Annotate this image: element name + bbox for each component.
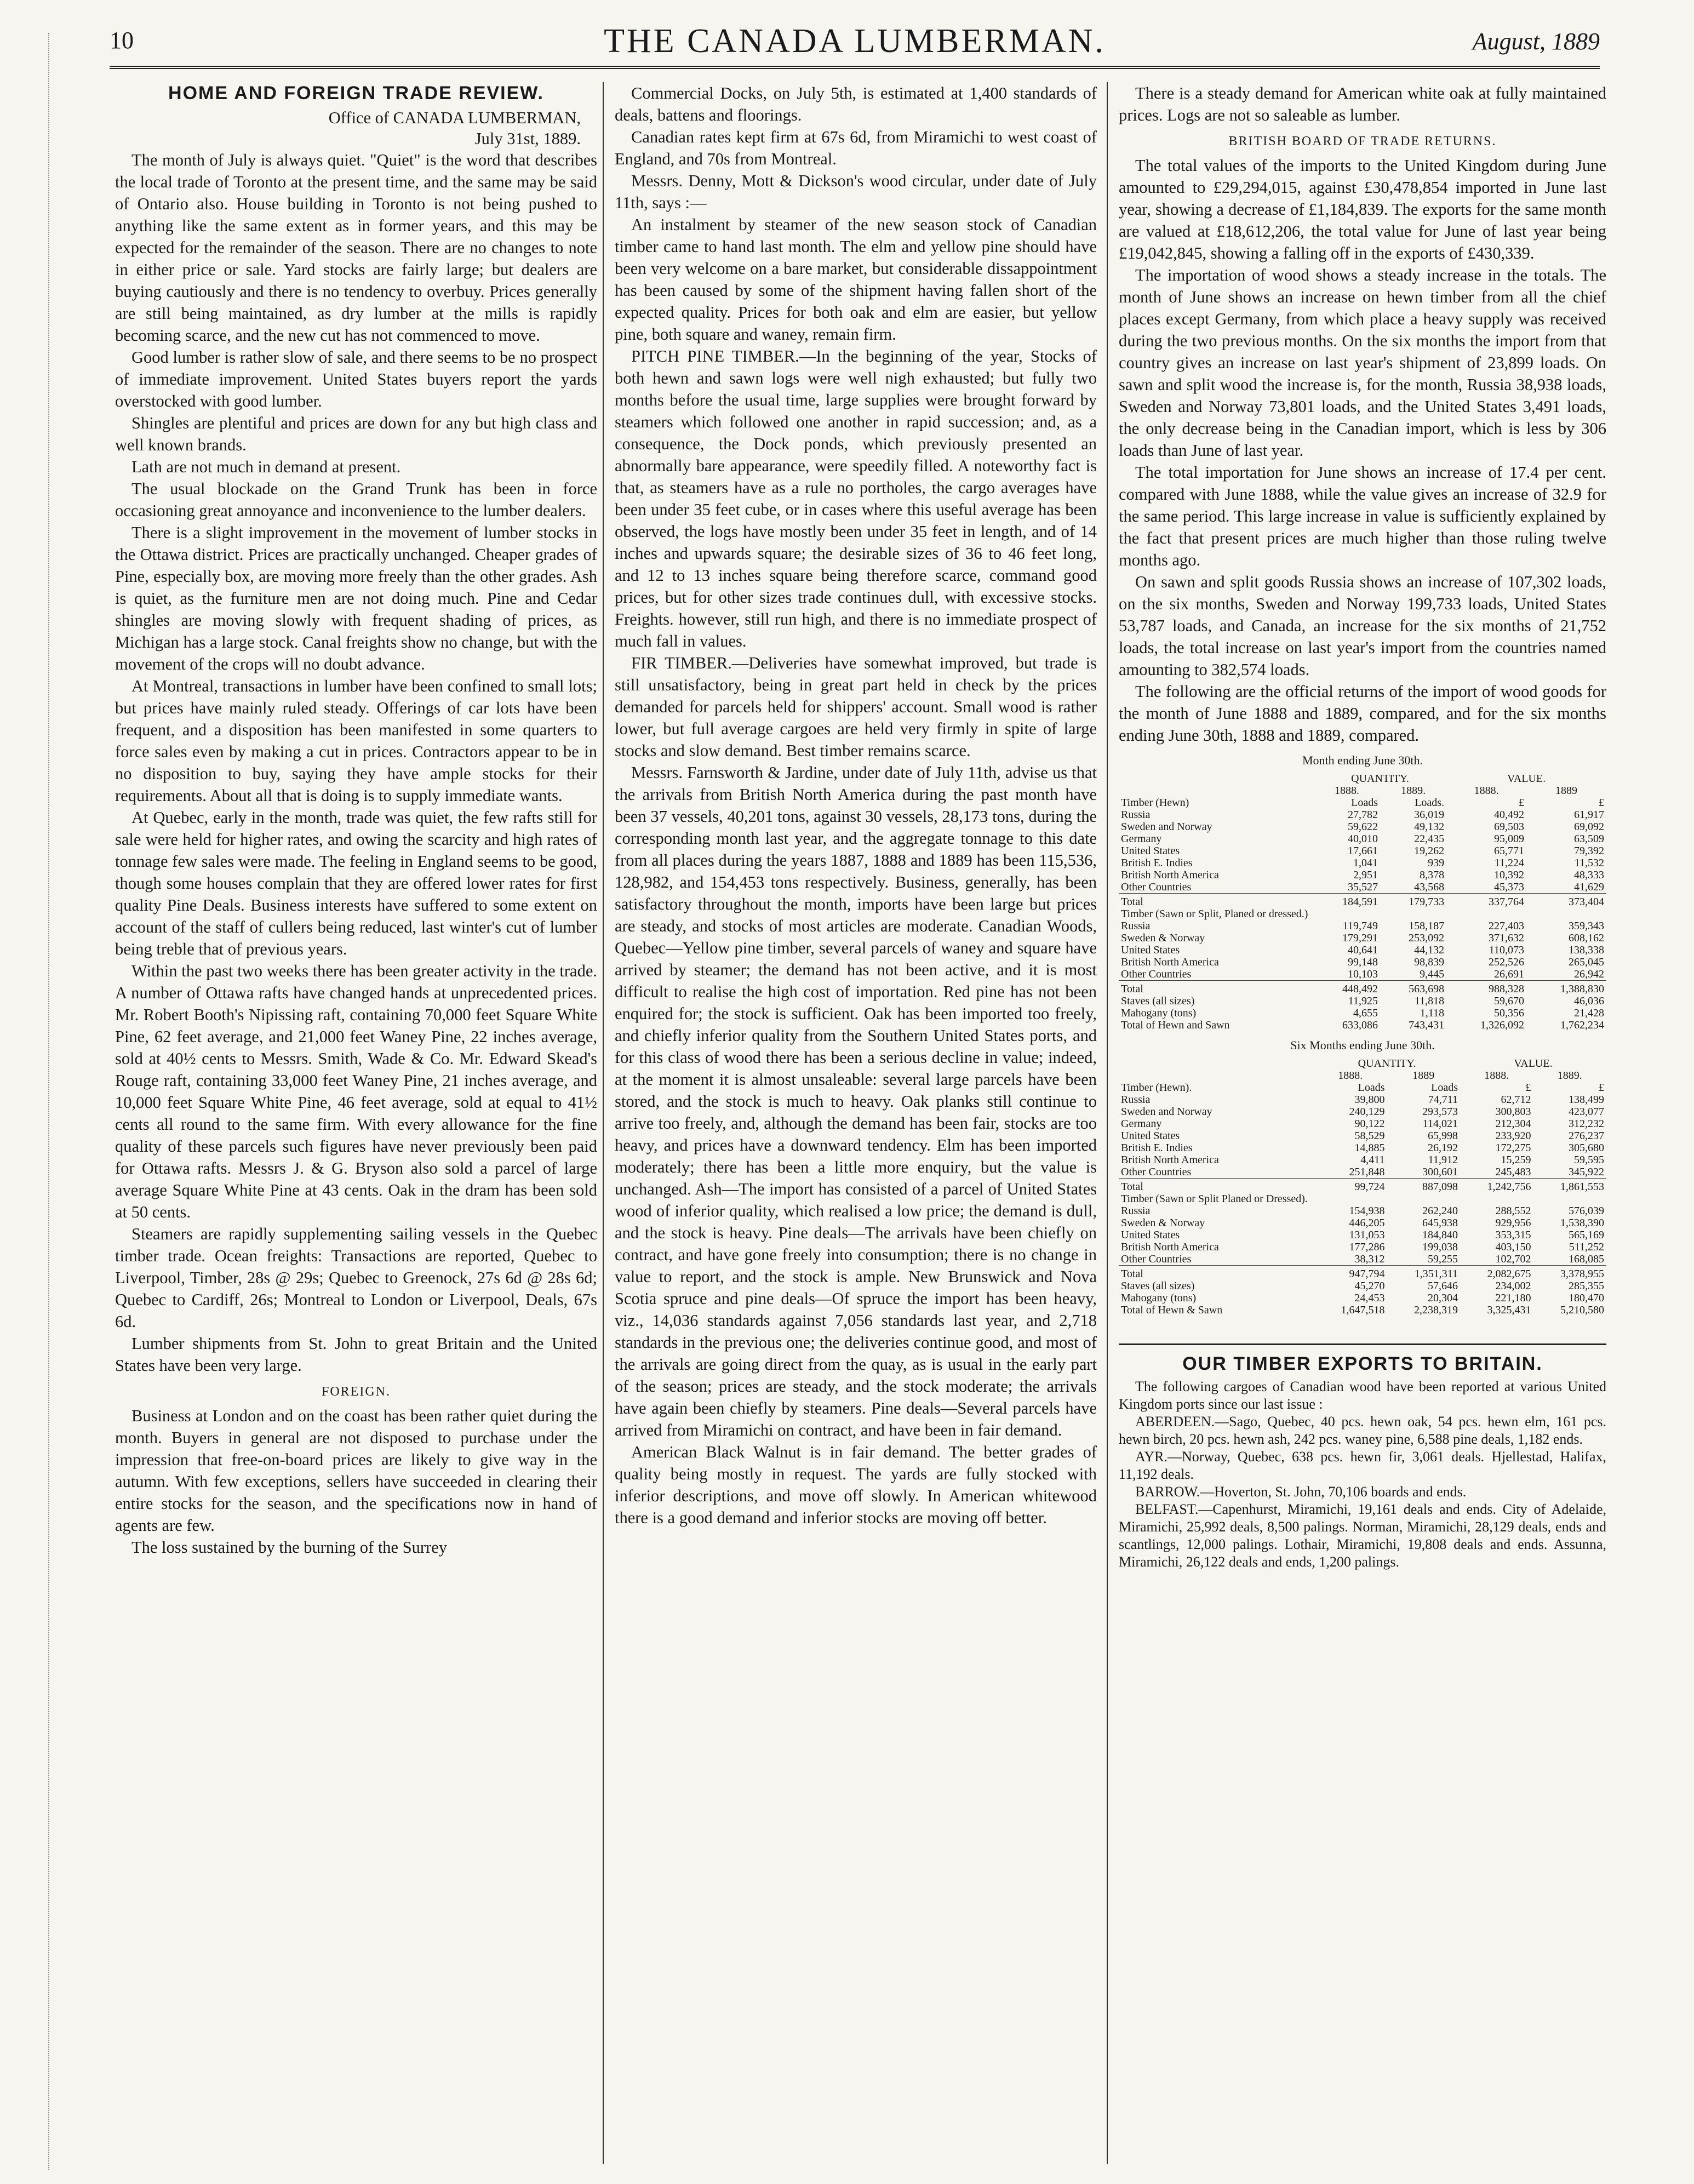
table-row xyxy=(1119,1106,1606,1118)
table-cell: 59,670 xyxy=(1494,995,1525,1007)
column-3 xyxy=(1107,82,1606,2164)
row-label: British North America xyxy=(1121,869,1219,881)
table-row xyxy=(1119,1217,1606,1229)
table-cell: 1,538,390 xyxy=(1560,1217,1604,1229)
table-cell: 251,848 xyxy=(1349,1166,1385,1178)
row-label: Sweden & Norway xyxy=(1121,932,1205,944)
table-cell: 240,129 xyxy=(1349,1106,1385,1118)
table-cell: 10,103 xyxy=(1348,968,1378,980)
table-row xyxy=(1119,809,1606,821)
table-cell: 38,312 xyxy=(1354,1253,1385,1265)
table-cell: 138,338 xyxy=(1569,944,1604,956)
table-cell: 1,326,092 xyxy=(1480,1019,1525,1031)
table-cell: 3,325,431 xyxy=(1487,1304,1531,1316)
table-cell: 61,917 xyxy=(1574,809,1604,821)
table-cell: 154,938 xyxy=(1349,1205,1385,1217)
table-cell: 26,192 xyxy=(1428,1142,1458,1154)
foreign-body xyxy=(115,1405,597,1558)
table-row xyxy=(1119,1166,1606,1179)
export-entry: BARROW.—Hoverton, St. John, 70,106 boards and ends. xyxy=(1135,1484,1467,1500)
table-cell: 15,259 xyxy=(1501,1154,1531,1166)
table-cell: 199,038 xyxy=(1422,1241,1458,1253)
exports-list xyxy=(1119,1413,1606,1571)
table-cell: 448,492 xyxy=(1314,981,1380,996)
table-cell xyxy=(1119,773,1314,785)
table-header-row xyxy=(1119,785,1606,797)
row-group-label: Timber (Sawn or Split Planed or Dressed). xyxy=(1121,1193,1308,1205)
table-cell: 46,036 xyxy=(1574,995,1604,1007)
column-group-header: VALUE. xyxy=(1514,1057,1553,1070)
table-cell: 99,148 xyxy=(1348,956,1378,968)
table-cell: 39,800 xyxy=(1354,1094,1385,1106)
table-cell: 2,951 xyxy=(1353,869,1378,881)
table-cell: 4,655 xyxy=(1353,1007,1378,1019)
article-paragraph: Commercial Docks, on July 5th, is estimated at 1,400 standards of deals, battens and floorings. xyxy=(615,84,1097,124)
table-row xyxy=(1119,1130,1606,1142)
table-cell: 59,255 xyxy=(1428,1253,1458,1265)
table-cell: 4,411 xyxy=(1360,1154,1385,1166)
table-cell: 1,861,553 xyxy=(1533,1179,1607,1193)
row-label: Other Countries xyxy=(1121,1253,1192,1265)
table-row xyxy=(1119,1142,1606,1154)
table-cell: 90,122 xyxy=(1354,1118,1385,1130)
table-cell: 1,041 xyxy=(1353,857,1378,869)
table-cell xyxy=(1119,785,1314,797)
table-cell: 305,680 xyxy=(1569,1142,1604,1154)
row-label: Staves (all sizes) xyxy=(1121,1280,1195,1292)
row-group-label: Timber (Hewn). xyxy=(1121,1082,1192,1094)
table-row xyxy=(1119,1304,1606,1316)
article-paragraph: Lumber shipments from St. John to great Britain and the United States have been very large. xyxy=(115,1334,597,1375)
row-label: Russia xyxy=(1121,1094,1151,1106)
article-paragraph: The loss sustained by the burning of the Surrey xyxy=(131,1538,448,1557)
row-label: Sweden & Norway xyxy=(1121,1217,1205,1229)
article-paragraph: The total values of the imports to the United Kingdom during June amounted to £29,294,015, against £30,478,854 imported in June last year, showing a decrease of £1,184,839. The exports for the same month are valued at £18,612,206, the total value for June of last year being £19,042,845, showing a falling off in the exports of £430,339. xyxy=(1119,156,1606,262)
export-entry: BELFAST.—Capenhurst, Miramichi, 19,161 deals and ends. City of Adelaide, Miramichi, 25,992 deals, 8,500 palings. Norman, Miramichi, 28,129 deals, ends and scantlings, 12,000 palings. Lothair, Miramichi, 19,808 deals and ends. Assunna, Miramichi, 26,122 deals and ends, 1,200 palings. xyxy=(1119,1501,1606,1570)
table-cell: 119,749 xyxy=(1342,920,1378,932)
export-entry: ABERDEEN.—Sago, Quebec, 40 pcs. hewn oak, 54 pcs. hewn elm, 161 pcs. hewn birch, 20 pcs. hewn ash, 242 pcs. waney pine, 6,588 pine deals, 1,182 ends. xyxy=(1119,1414,1606,1447)
table-row xyxy=(1119,1019,1606,1031)
export-entry: AYR.—Norway, Quebec, 638 pcs. hewn fir, 3,061 deals. Hjellestad, Halifax, 11,192 deals. xyxy=(1119,1449,1606,1482)
col2-body xyxy=(615,82,1097,1529)
table-cell: 633,086 xyxy=(1342,1019,1378,1031)
table-cell: 57,646 xyxy=(1428,1280,1458,1292)
table-row xyxy=(1119,995,1606,1007)
table-row xyxy=(1119,833,1606,845)
column-header: 1889 xyxy=(1412,1070,1435,1082)
article-paragraph: Steamers are rapidly supplementing sailing vessels in the Quebec timber trade. Ocean freights: Transactions are reported, Quebec to Liverpool, Timber, 28s @ 29s; Quebec to Greenock, 27s 6d @ 28s 6d; Quebec to Cardiff, 26s; Montreal to London or Liverpool, Deals, 67s 6d. xyxy=(115,1225,597,1331)
table-cell: 59,595 xyxy=(1574,1154,1604,1166)
table-cell: 1,118 xyxy=(1420,1007,1445,1019)
table-cell: 58,529 xyxy=(1354,1130,1385,1142)
table-row xyxy=(1119,1253,1606,1266)
table-cell: 21,428 xyxy=(1574,1007,1604,1019)
table-cell: 168,085 xyxy=(1569,1253,1604,1265)
table-cell: 312,232 xyxy=(1569,1118,1604,1130)
table-cell: 69,092 xyxy=(1574,821,1604,833)
table-cell: 423,077 xyxy=(1569,1106,1604,1118)
table-cell: 353,315 xyxy=(1495,1229,1531,1241)
table-row xyxy=(1119,908,1606,920)
table-cell: 138,499 xyxy=(1569,1094,1604,1106)
column-header: Loads. xyxy=(1415,797,1445,809)
table-cell: 17,661 xyxy=(1348,845,1378,857)
table-cell: 9,445 xyxy=(1420,968,1445,980)
table-cell: 947,794 xyxy=(1314,1266,1387,1280)
row-label: Sweden and Norway xyxy=(1121,1106,1212,1118)
table-row xyxy=(1119,881,1606,894)
table-cell: 212,304 xyxy=(1495,1118,1531,1130)
column-header: £ xyxy=(1599,1082,1604,1094)
column-header: 1888. xyxy=(1474,785,1499,797)
table-header-row xyxy=(1119,773,1606,785)
table-row xyxy=(1119,1193,1606,1205)
table-cell: 576,039 xyxy=(1569,1205,1604,1217)
table-cell: 293,573 xyxy=(1422,1106,1458,1118)
row-label: British North America xyxy=(1121,1154,1219,1166)
table-header-row xyxy=(1119,1057,1606,1070)
table-cell: 41,629 xyxy=(1574,881,1604,893)
table-cell: 69,503 xyxy=(1494,821,1525,833)
table-cell: 131,053 xyxy=(1349,1229,1385,1241)
board-body xyxy=(1119,155,1606,746)
row-label: United States xyxy=(1121,845,1180,857)
table-cell: 40,492 xyxy=(1494,809,1525,821)
table-row xyxy=(1119,1241,1606,1253)
article-paragraph: At Montreal, transactions in lumber have been confined to small lots; but prices have mainly ruled steady. Offerings of car lots have been frequent, and a disposition has been manifested in some quarters to force sales even by making a cut in prices. Contractors appear to be in no disposition to buy, saying they have ample stocks for their requirements. About all that is doing is to supply immediate wants. xyxy=(115,677,597,805)
article-paragraph: Good lumber is rather slow of sale, and there seems to be no prospect of immediate improvement. United States buyers report the yards overstocked with good lumber. xyxy=(115,348,597,410)
table-cell: 403,150 xyxy=(1495,1241,1531,1253)
table-cell: 929,956 xyxy=(1495,1217,1531,1229)
table-cell: 285,355 xyxy=(1569,1280,1604,1292)
column-header: 1888. xyxy=(1338,1070,1363,1082)
table-row xyxy=(1119,981,1606,996)
table-cell: 179,733 xyxy=(1380,894,1446,908)
table-cell: 27,782 xyxy=(1348,809,1378,821)
table-cell: 44,132 xyxy=(1414,944,1445,956)
column-header: Loads xyxy=(1358,1082,1385,1094)
row-label: Total xyxy=(1119,894,1314,908)
table-row xyxy=(1119,1179,1606,1193)
table-row xyxy=(1119,821,1606,833)
row-label: British North America xyxy=(1121,956,1219,968)
foreign-subhead: FOREIGN. xyxy=(321,1385,391,1399)
table-row xyxy=(1119,1154,1606,1166)
table-row xyxy=(1119,1266,1606,1280)
row-label: Germany xyxy=(1121,833,1162,845)
table-row xyxy=(1119,956,1606,968)
table-cell: 565,169 xyxy=(1569,1229,1604,1241)
table-cell: 1,388,830 xyxy=(1526,981,1606,996)
row-label: Russia xyxy=(1121,920,1151,932)
table-cell: 10,392 xyxy=(1494,869,1525,881)
table-cell: 63,509 xyxy=(1574,833,1604,845)
table-cell: 1,762,234 xyxy=(1560,1019,1604,1031)
column-header: 1889 xyxy=(1555,785,1578,797)
row-label: Other Countries xyxy=(1121,881,1192,893)
table-cell: 11,818 xyxy=(1414,995,1445,1007)
table-cell: 288,552 xyxy=(1495,1205,1531,1217)
six-month-returns-table xyxy=(1119,1057,1606,1316)
row-group-label: Timber (Hewn) xyxy=(1121,797,1189,809)
row-label: Other Countries xyxy=(1121,968,1192,980)
row-label: Total xyxy=(1119,1179,1314,1193)
table-cell: 262,240 xyxy=(1422,1205,1458,1217)
table-row xyxy=(1119,857,1606,869)
table-cell: 221,180 xyxy=(1495,1292,1531,1304)
row-label: Sweden and Norway xyxy=(1121,821,1212,833)
table-cell: 608,162 xyxy=(1569,932,1604,944)
table-cell: 40,641 xyxy=(1348,944,1378,956)
table-row xyxy=(1119,968,1606,981)
table-cell: 511,252 xyxy=(1569,1241,1604,1253)
table-cell: 179,291 xyxy=(1342,932,1378,944)
row-label: Germany xyxy=(1121,1118,1162,1130)
row-label: British E. Indies xyxy=(1121,1142,1193,1154)
table-row xyxy=(1119,1280,1606,1292)
masthead xyxy=(110,22,1600,69)
table-cell: 45,373 xyxy=(1494,881,1525,893)
table-cell: 3,378,955 xyxy=(1533,1266,1607,1280)
table-cell: 65,998 xyxy=(1428,1130,1458,1142)
table-cell xyxy=(1119,1057,1314,1070)
table-header-row xyxy=(1119,1082,1606,1094)
table-cell: 743,431 xyxy=(1409,1019,1445,1031)
table-cell: 79,392 xyxy=(1574,845,1604,857)
table-row xyxy=(1119,1118,1606,1130)
article-paragraph: FIR TIMBER.—Deliveries have somewhat improved, but trade is still unsatisfactory, being in great part held in check by the prices demanded for parcels held for shippers' account. Small wood is rather lower, but full average cargoes are held very firmly in spite of large stocks and slow demand. Best timber remains scarce. xyxy=(615,654,1097,760)
table-row xyxy=(1119,944,1606,956)
table-cell: 373,404 xyxy=(1526,894,1606,908)
table-cell: 1,242,756 xyxy=(1460,1179,1533,1193)
table-row xyxy=(1119,932,1606,944)
month-returns-table xyxy=(1119,773,1606,1031)
board-of-trade-subhead: BRITISH BOARD OF TRADE RETURNS. xyxy=(1228,134,1497,148)
table-cell: 8,378 xyxy=(1420,869,1445,881)
row-label: Russia xyxy=(1121,1205,1151,1217)
article-paragraph: The following are the official returns of the import of wood goods for the month of June 1888 and 1889, compared, and for the six months ending June 30th, 1888 and 1889, compared. xyxy=(1119,682,1606,745)
table-cell: 59,622 xyxy=(1348,821,1378,833)
table-header-row xyxy=(1119,797,1606,809)
table-cell: 172,275 xyxy=(1495,1142,1531,1154)
exports-intro: The following cargoes of Canadian wood have been reported at various United Kingdom ports since our last issue : xyxy=(1119,1379,1606,1412)
table-cell: 26,691 xyxy=(1494,968,1525,980)
table-cell: 11,925 xyxy=(1348,995,1378,1007)
table-cell: 563,698 xyxy=(1380,981,1446,996)
column-header: Loads xyxy=(1431,1082,1458,1094)
table-row xyxy=(1119,894,1606,908)
table-header-row xyxy=(1119,1070,1606,1082)
article-paragraph: There is a steady demand for American white oak at fully maintained prices. Logs are not so saleable as lumber. xyxy=(1119,84,1606,124)
table-cell: 253,092 xyxy=(1409,932,1445,944)
table-cell: 22,435 xyxy=(1414,833,1445,845)
month-table-caption: Month ending June 30th. xyxy=(1302,753,1423,767)
article-paragraph: PITCH PINE TIMBER.—In the beginning of the year, Stocks of both hewn and sawn logs were well nigh exhausted; but fully two months before the usual time, large supplies were brought forward by steamers which followed one another in rapid succession; and, as a consequence, the Dock ponds, which previously presented an abnormally bare appearance, were speedily filled. A noteworthy fact is that, as steamers have as a rule no portholes, the cargo averages have been under 35 feet cube, or in cases where this useful average has been observed, the logs have mostly been under 35 feet in length, and of 14 inches and upwards square; the desirable sizes of 36 to 46 feet long, and 12 to 13 inches square being therefore scarce, command good prices, but for other sizes trade continues dull, with excessive stocks. Freights. however, still run high, and there is no immediate prospect of much fall in values. xyxy=(615,347,1097,650)
table-cell: 234,002 xyxy=(1495,1280,1531,1292)
column-header: £ xyxy=(1519,797,1525,809)
table-cell: 99,724 xyxy=(1314,1179,1387,1193)
article-paragraph: There is a slight improvement in the movement of lumber stocks in the Ottawa district. Prices are practically unchanged. Cheaper grades of Pine, especially box, are moving more freely than the other grades. Ash is quiet, as the furniture men are not doing much. Pine and Cedar shingles are moving slowly with frequent shading of prices, as Michigan has a large stock. Canal freights show no change, but with the movement of the crops will no doubt advance. xyxy=(115,523,597,673)
table-cell: 177,286 xyxy=(1349,1241,1385,1253)
article-paragraph: Shingles are plentiful and prices are down for any but high class and well known brands. xyxy=(115,414,597,454)
table-cell: 446,205 xyxy=(1349,1217,1385,1229)
row-label: Total xyxy=(1119,981,1314,996)
table-cell: 245,483 xyxy=(1495,1166,1531,1178)
office-line: Office of CANADA LUMBERMAN, xyxy=(328,108,581,127)
article-paragraph: Business at London and on the coast has been rather quiet during the month. Buyers in general are not disposed to purchase under the impression that free-on-board prices are likely to give way in the autumn. With few exceptions, sellers have succeeded in clearing their entire stocks for the season, and the specifications now in hand of agents are few. xyxy=(115,1407,597,1535)
table-cell: 227,403 xyxy=(1489,920,1525,932)
table-cell: 645,938 xyxy=(1422,1217,1458,1229)
table-cell: 887,098 xyxy=(1387,1179,1461,1193)
table-cell: 939 xyxy=(1428,857,1445,869)
table-cell: 24,453 xyxy=(1354,1292,1385,1304)
table-cell: 26,942 xyxy=(1574,968,1604,980)
column-header: 1889. xyxy=(1401,785,1426,797)
table-cell: 359,343 xyxy=(1569,920,1604,932)
table-cell: 62,712 xyxy=(1501,1094,1531,1106)
article-paragraph: Within the past two weeks there has been greater activity in the trade. A number of Ottawa rafts have changed hands at unprecedented prices. Mr. Robert Booth's Nipissing raft, containing 70,000 feet Square White Pine, 62 feet average, and 21,000 feet Waney Pine, 22 inches average, sold at 40½ cents to Messrs. Smith, Wade & Co. Mr. Edward Skead's Rouge raft, containing 33,000 feet Waney Pine, 21 inches average, and 10,000 feet Square White Pine, 46 feet average, sold at equal to 41½ cents all round to the same firm. With every allowance for the fine quality of these parcels such figures have never previously been paid for Ottawa rafts. Messrs J. & G. Bryson also sold a parcel of large average Square White Pine at 43 cents. Oak in the dram has been sold at 50 cents. xyxy=(115,962,597,1221)
table-cell: 98,839 xyxy=(1414,956,1445,968)
table-row xyxy=(1119,1205,1606,1217)
table-cell: 14,885 xyxy=(1354,1142,1385,1154)
column-header: 1888. xyxy=(1484,1070,1509,1082)
exports-heading: OUR TIMBER EXPORTS TO BRITAIN. xyxy=(1182,1353,1543,1374)
table-row xyxy=(1119,845,1606,857)
table-cell: 65,771 xyxy=(1494,845,1525,857)
section-rule xyxy=(1119,1343,1606,1345)
column-header: Loads xyxy=(1351,797,1378,809)
table-cell: 74,711 xyxy=(1428,1094,1458,1106)
row-label: Russia xyxy=(1121,809,1151,821)
column-group-header: QUANTITY. xyxy=(1358,1057,1416,1070)
table-cell: 110,073 xyxy=(1489,944,1525,956)
table-cell: 50,356 xyxy=(1494,1007,1525,1019)
row-label: United States xyxy=(1121,944,1180,956)
table-row xyxy=(1119,1007,1606,1019)
row-label: British E. Indies xyxy=(1121,857,1193,869)
table-cell: 11,912 xyxy=(1428,1154,1458,1166)
row-label: Total xyxy=(1119,1266,1314,1280)
table-cell: 40,010 xyxy=(1348,833,1378,845)
table-cell: 252,526 xyxy=(1489,956,1525,968)
column-group-header: VALUE. xyxy=(1507,773,1546,785)
table-cell: 1,647,518 xyxy=(1341,1304,1385,1316)
article-paragraph: At Quebec, early in the month, trade was quiet, the few rafts still for sale were held for higher rates, and owing the scarcity and high rates of tonnage few sales were made. The feeling in England seems to be good, though some houses complain that they are offered lower rates for first quality Pine Deals. Business interests have suffered to some extent on account of the staff of cullers being reduced, last winter's cut of lumber being treble that of previous years. xyxy=(115,808,597,958)
column-1 xyxy=(115,82,597,2164)
row-label: Staves (all sizes) xyxy=(1121,995,1195,1007)
six-month-table-caption: Six Months ending June 30th. xyxy=(1290,1038,1435,1052)
table-row xyxy=(1119,1292,1606,1304)
row-label: British North America xyxy=(1121,1241,1219,1253)
table-cell: 43,568 xyxy=(1414,881,1445,893)
table-cell: 184,840 xyxy=(1422,1229,1458,1241)
page-number: 10 xyxy=(110,27,134,54)
article-paragraph: On sawn and split goods Russia shows an increase of 107,302 loads, on the six months, Sweden and Norway 199,733 loads, United States 53,787 loads, and Canada, an increase for the six months of 21,752 loads, the total increase on last year's import from the countries named amounting to 382,574 loads. xyxy=(1119,573,1606,679)
table-cell: 988,328 xyxy=(1446,981,1526,996)
table-cell: 345,922 xyxy=(1569,1166,1604,1178)
table-cell: 95,009 xyxy=(1494,833,1525,845)
col3-body xyxy=(1119,82,1606,126)
article-paragraph: An instalment by steamer of the new season stock of Canadian timber came to hand last month. The elm and yellow pine should have been very welcome on a bare market, but considerable dissappointment has been caused by some of the shipment having fallen short of the expected quality. Prices for both oak and elm are easier, but yellow pine, both square and waney, remain firm. xyxy=(615,215,1097,344)
col1-body xyxy=(115,149,597,1376)
article-paragraph: Messrs. Farnsworth & Jardine, under date of July 11th, advise us that the arrivals from British North America during the past month have been 37 vessels, 40,201 tons, against 30 vessels, 28,173 tons, during the corresponding month last year, and the aggregate tonnage to this date from all places during the years 1887, 1888 and 1889 has been 115,536, 128,982, and 154,453 tons respectively. Business, generally, has been satisfactory throughout the month, imports have been large but prices are steady, and stocks of most articles are moderate. Canadian Woods, Quebec—Yellow pine timber, several parcels of waney and square have arrived by steamer; the demand has not been active, and it is most difficult to realise the high cost of importation. Red pine has not been enquired for; the stock is sufficient. Oak has been imported too freely, and chiefly inferior quality from the Southern United States ports, and for this class of wood there has been a serious decline in value; indeed, at the moment it is almost unsaleable: several large parcels have been stored, and the stock is much to heavy. Oak planks still continue to arrive too freely, and, although the demand has been fair, stocks are too heavy, and prices have a downward tendency. Elm has been imported moderately; there has been a little more enquiry, but the value is unchanged. Ash—The import has consisted of a parcel of United States wood of inferior quality, which realised a low price; the demand is dull, and the stock is heavy. Pine deals—The arrivals have been chiefly on contract, and have gone freely into consumption; there is no change in value to report, and the stock is ample. New Brunswick and Nova Scotia spruce and pine deals—Of spruce the import has been heavy, viz., 14,036 standards against 7,056 standards last year, and 2,718 standards in the previous one; the deliveries continue good, and most of the arrivals are going direct from the quay, as is usual in the early part of the season; prices are steady, and the stock moderate; the arrivals have again been chiefly by steamers. Pine deals—Several parcels have arrived from Miramichi on contract, and have been in fair demand. xyxy=(615,763,1097,1439)
row-label: Total of Hewn & Sawn xyxy=(1121,1304,1223,1316)
table-cell: 5,210,580 xyxy=(1560,1304,1604,1316)
table-cell: 233,920 xyxy=(1495,1130,1531,1142)
table-cell: 276,237 xyxy=(1569,1130,1604,1142)
column-header: 1888. xyxy=(1335,785,1360,797)
table-cell: 265,045 xyxy=(1569,956,1604,968)
table-cell: 48,333 xyxy=(1574,869,1604,881)
office-date: July 31st, 1889. xyxy=(474,129,581,148)
row-group-label: Timber (Sawn or Split, Planed or dressed.) xyxy=(1121,908,1308,920)
table-cell: 114,021 xyxy=(1422,1118,1458,1130)
article-paragraph: The month of July is always quiet. "Quiet" is the word that describes the local trade of Toronto at the present time, and the same may be said of Ontario also. House building in Toronto is not being pushed to anything like the same extent as in former years, and this may be expected for the remainder of the season. There are no changes to note in either price or sale. Yard stocks are fairly large; but dealers are buying cautiously and there is no tendency to overbuy. Prices generally are still being maintained, as dry lumber at the mills is rapidly becoming scarce, and the new cut has not commenced to move. xyxy=(115,151,597,345)
article-paragraph: The importation of wood shows a steady increase in the totals. The month of June shows an increase on hewn timber from all the chief places except Germany, from which place a heavy supply was received during the two previous months. On the six months the import from that country gives an increase on last year's shipment of 23,899 loads. On sawn and split wood the increase is, for the month, Russia 38,938 loads, Sweden and Norway 73,801 loads, and the United States 3,491 loads, the only decrease being in the Canadian import, which is less by 306 loads than June of last year. xyxy=(1119,266,1606,460)
row-label: Other Countries xyxy=(1121,1166,1192,1178)
article-paragraph: American Black Walnut is in fair demand. The better grades of quality being mostly in request. The yards are fully stocked with inferior descriptions, and move off slowly. In American whitewood there is a good demand and inferior stocks are moving off better. xyxy=(615,1443,1097,1527)
row-label: United States xyxy=(1121,1229,1180,1241)
issue-date: August, 1889 xyxy=(1472,28,1600,55)
column-header: 1889. xyxy=(1557,1070,1582,1082)
table-cell: 35,527 xyxy=(1348,881,1378,893)
table-row xyxy=(1119,1229,1606,1241)
table-cell: 49,132 xyxy=(1414,821,1445,833)
table-cell: 158,187 xyxy=(1409,920,1445,932)
article-paragraph: The total importation for June shows an increase of 17.4 per cent. compared with June 1888, while the value gives an increase of 32.9 for the same period. This large increase in value is sufficiently explained by the fact that present prices are much higher than those ruling twelve months ago. xyxy=(1119,463,1606,569)
row-label: Total of Hewn and Sawn xyxy=(1121,1019,1230,1031)
column-header: £ xyxy=(1599,797,1604,809)
article-paragraph: Messrs. Denny, Mott & Dickson's wood circular, under date of July 11th, says :— xyxy=(615,171,1097,212)
table-cell: 300,803 xyxy=(1495,1106,1531,1118)
column-group-header: QUANTITY. xyxy=(1351,773,1409,785)
binding-margin xyxy=(10,33,49,2170)
article-paragraph: Canadian rates kept firm at 67s 6d, from Miramichi to west coast of England, and 70s from Montreal. xyxy=(615,128,1097,168)
table-cell: 19,262 xyxy=(1414,845,1445,857)
table-cell: 102,702 xyxy=(1495,1253,1531,1265)
column-header: £ xyxy=(1525,1082,1531,1094)
table-cell: 184,591 xyxy=(1314,894,1380,908)
table-cell: 300,601 xyxy=(1422,1166,1458,1178)
table-cell: 180,470 xyxy=(1569,1292,1604,1304)
table-cell: 337,764 xyxy=(1446,894,1526,908)
table-cell: 11,532 xyxy=(1574,857,1604,869)
table-cell: 45,270 xyxy=(1354,1280,1385,1292)
column-2 xyxy=(603,82,1097,2164)
table-cell: 371,632 xyxy=(1489,932,1525,944)
table-cell: 36,019 xyxy=(1414,809,1445,821)
row-label: Mahogany (tons) xyxy=(1121,1292,1197,1304)
article-paragraph: The usual blockade on the Grand Trunk has been in force occasioning great annoyance and inconvenience to the lumber dealers. xyxy=(115,479,597,520)
table-cell: 2,238,319 xyxy=(1414,1304,1458,1316)
table-row xyxy=(1119,920,1606,932)
table-cell: 20,304 xyxy=(1428,1292,1458,1304)
newspaper-title: THE CANADA LUMBERMAN. xyxy=(604,22,1106,60)
review-heading: HOME AND FOREIGN TRADE REVIEW. xyxy=(168,83,544,104)
table-row xyxy=(1119,869,1606,881)
row-label: Mahogany (tons) xyxy=(1121,1007,1197,1019)
article-paragraph: Lath are not much in demand at present. xyxy=(131,458,401,476)
table-cell: 1,351,311 xyxy=(1387,1266,1461,1280)
table-cell xyxy=(1119,1070,1314,1082)
table-cell: 2,082,675 xyxy=(1460,1266,1533,1280)
row-label: United States xyxy=(1121,1130,1180,1142)
table-row xyxy=(1119,1094,1606,1106)
table-cell: 11,224 xyxy=(1494,857,1525,869)
